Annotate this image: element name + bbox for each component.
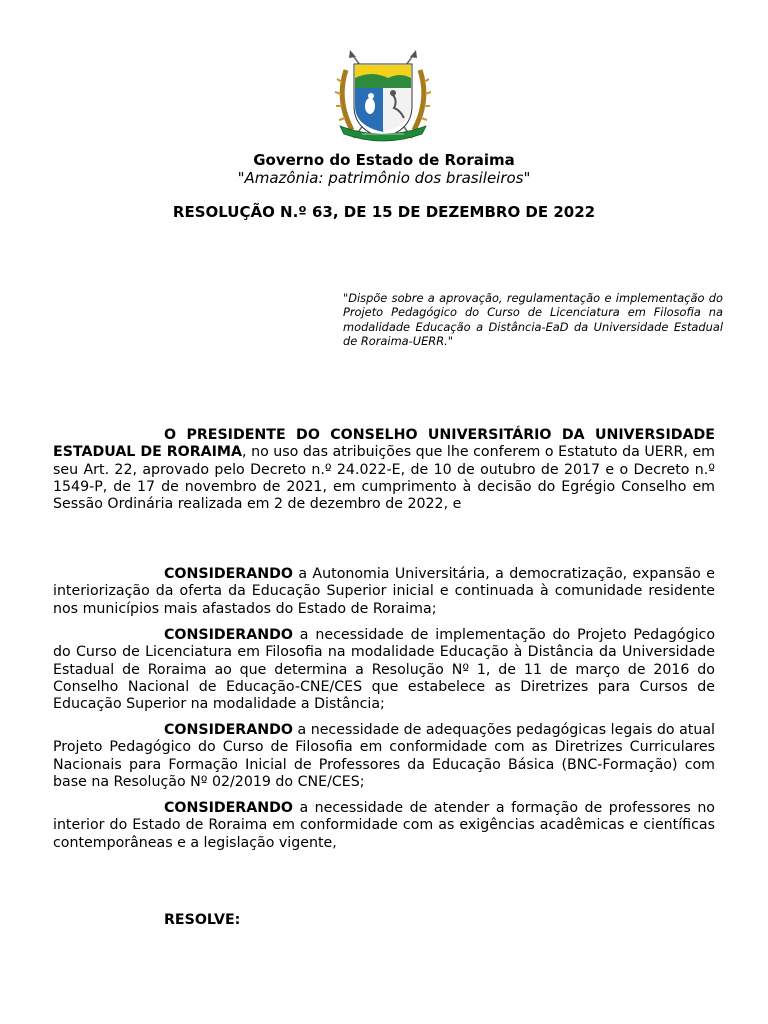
considerando-text: a necessidade de adequações pedagógicas legais do atual Projeto Pedagógico do Curso de Filosofia em conformidade com as Diretrizes Curriculares Nacionais para Formação Inicial de Professores da Educação Básica (BNC-Formação) com base na Resolução Nº 02/2019 do CNE/CES; (53, 722, 715, 790)
considerando-keyword: CONSIDERANDO (164, 800, 293, 816)
considerando-text: a Autonomia Universitária, a democratização, expansão e interiorização da oferta da Educação Superior inicial e continuada à comunidade residente nos municípios mais afastados do Estado de Roraima; (53, 566, 715, 617)
resolution-title: RESOLUÇÃO N.º 63, DE 15 DE DEZEMBRO DE 2022 (172, 203, 596, 221)
government-name: Governo do Estado de Roraima (253, 151, 515, 169)
considerando-keyword: CONSIDERANDO (164, 722, 293, 738)
considerando-text: a necessidade de atender a formação de professores no interior do Estado de Roraima em conformidade com as exigências acadêmicas e científicas contemporâneas e a legislação vigente, (53, 800, 715, 851)
preamble-text: , no uso das atribuições que lhe conferem o Estatuto da UERR, em seu Art. 22, aprovado pelo Decreto n.º 24.022-E, de 10 de outubro de 2017 e o Decreto n.º 1549-P, de 17 de novembro de 2021, em cumprimento à decisão do Egrégio Conselho em Sessão Ordinária realizada em 2 de dezembro de 2022, e (53, 444, 715, 513)
considerando-keyword: CONSIDERANDO (164, 627, 293, 643)
considerando-text: a necessidade de implementação do Projeto Pedagógico do Curso de Licenciatura em Filosofia na modalidade Educação à Distância da Universidade Estadual de Roraima ao que determina a Resolução Nº 1, de 11 de março de 2016 do Conselho Nacional de Educação-CNE/CES que estabelece as Diretrizes para Cursos de Educação Superior na modalidade a Distância; (53, 627, 715, 713)
government-motto: "Amazônia: patrimônio dos brasileiros" (237, 169, 531, 187)
preamble-paragraph (53, 427, 715, 513)
resolve-heading: RESOLVE: (164, 912, 241, 928)
considerando-paragraph (53, 627, 715, 713)
considerando-paragraph (53, 722, 715, 791)
considerando-keyword: CONSIDERANDO (164, 566, 293, 582)
ementa-summary: "Dispõe sobre a aprovação, regulamentação e implementação do Projeto Pedagógico do Curso de Licenciatura em Filosofia na modalidade Educação a Distância-EaD da Universidade Estadual de Roraima-UERR." (343, 291, 723, 349)
roraima-coat-of-arms-icon (332, 48, 434, 150)
considerando-paragraph (53, 800, 715, 852)
preamble-subject: O PRESIDENTE DO CONSELHO UNIVERSITÁRIO DA UNIVERSIDADE ESTADUAL DE RORAIMA (53, 427, 715, 461)
considerando-paragraph (53, 566, 715, 618)
